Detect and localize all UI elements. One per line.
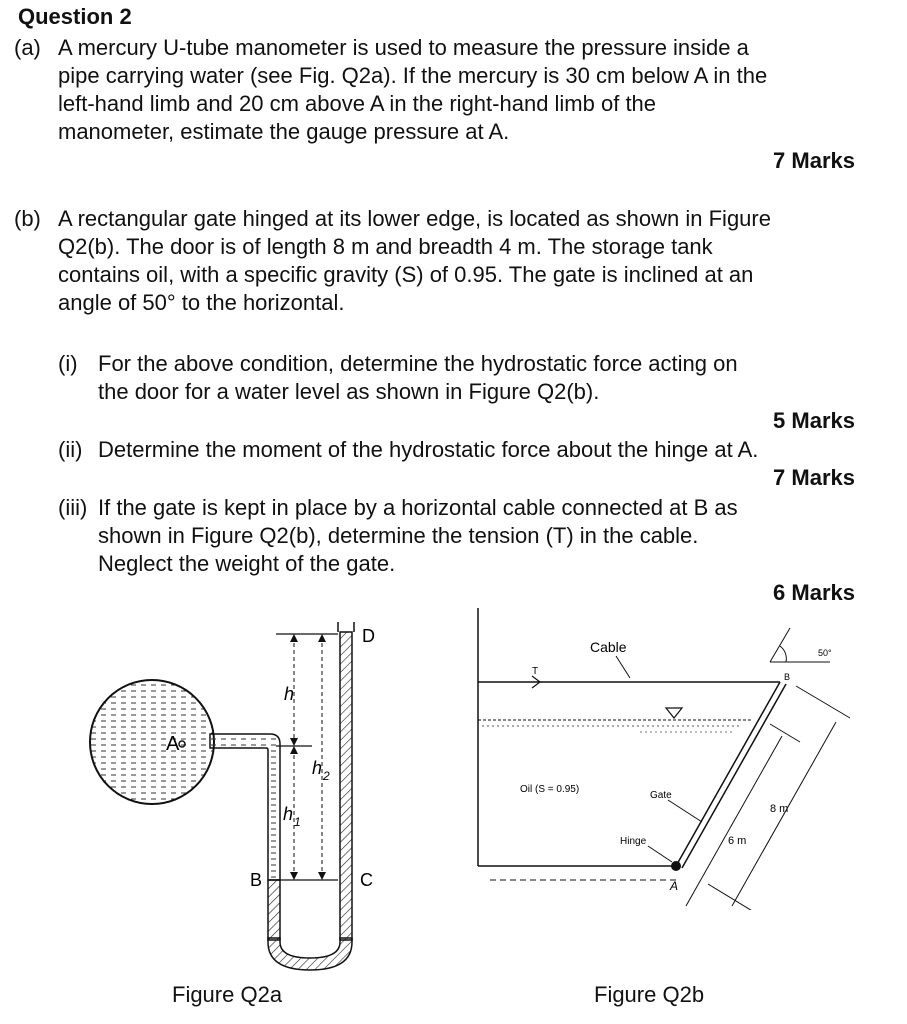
label-angle: 50° — [818, 648, 832, 658]
label-oil: Oil (S = 0.95) — [520, 784, 580, 795]
sub-ii-line-1: Determine the moment of the hydrostatic force about the hinge at A. — [98, 437, 759, 462]
hinge-point — [671, 861, 681, 871]
left-limb-mercury — [268, 880, 280, 940]
sub-i-line-1: For the above condition, determine the hydrostatic force acting on — [98, 351, 738, 376]
part-b-label: (b) — [14, 206, 41, 231]
label-A: A — [670, 879, 679, 893]
sub-iii-label: (iii) — [58, 495, 88, 520]
water-tube — [210, 734, 280, 880]
label-B: B — [784, 672, 791, 682]
label-T: T — [532, 666, 539, 677]
label-h1-sub: 1 — [294, 815, 301, 829]
label-h1: h — [283, 804, 294, 824]
sub-i-label: (i) — [58, 351, 78, 376]
label-8m: 8 m — [770, 803, 789, 815]
sub-ii-label: (ii) — [58, 437, 83, 462]
figure-q2a-caption: Figure Q2a — [172, 982, 283, 1007]
label-h2-sub: 2 — [323, 769, 330, 783]
sub-i-marks: 5 Marks — [773, 408, 855, 433]
label-C: C — [360, 870, 373, 890]
part-b-line-1: A rectangular gate hinged at its lower edge, is located as shown in Figure — [58, 206, 771, 231]
u-bend-mercury — [268, 938, 352, 970]
part-a-label: (a) — [14, 35, 41, 60]
label-B: B — [250, 870, 263, 890]
pipe-circle — [90, 680, 214, 804]
sub-iii-marks: 6 Marks — [773, 580, 855, 605]
label-A: A — [166, 733, 180, 755]
question-title: Question 2 — [18, 4, 132, 29]
part-b-line-4: angle of 50° to the horizontal. — [58, 290, 345, 315]
part-a-line-3: left-hand limb and 20 cm above A in the right-hand limb of the — [58, 91, 657, 116]
figure-q2b-caption: Figure Q2b — [594, 982, 705, 1007]
part-a-line-4: manometer, estimate the gauge pressure at A. — [58, 119, 510, 144]
sub-ii-marks: 7 Marks — [773, 465, 855, 490]
label-6m: 6 m — [728, 835, 747, 847]
figure-q2b-gate — [470, 600, 870, 910]
part-b-line-3: contains oil, with a specific gravity (S) of 0.95. The gate is inclined at an — [58, 262, 754, 287]
part-a-line-1: A mercury U-tube manometer is used to measure the pressure inside a — [58, 35, 749, 60]
label-hinge: Hinge — [620, 836, 647, 847]
label-D: D — [362, 626, 375, 646]
sub-iii-line-2: shown in Figure Q2(b), determine the tension (T) in the cable. — [98, 523, 699, 548]
sub-i-line-2: the door for a water level as shown in Figure Q2(b). — [98, 379, 600, 404]
sub-iii-line-1: If the gate is kept in place by a horizontal cable connected at B as — [98, 495, 738, 520]
label-h2: h — [312, 758, 323, 778]
sub-iii-line-3: Neglect the weight of the gate. — [98, 551, 396, 576]
part-b-line-2: Q2(b). The door is of length 8 m and breadth 4 m. The storage tank — [58, 234, 713, 259]
figure-q2a-manometer — [80, 610, 410, 980]
label-gate: Gate — [650, 790, 672, 801]
part-a-marks: 7 Marks — [773, 148, 855, 173]
label-cable: Cable — [590, 639, 627, 655]
part-a-line-2: pipe carrying water (see Fig. Q2a). If the mercury is 30 cm below A in the — [58, 63, 768, 88]
label-h: h — [284, 684, 295, 704]
right-limb-mercury — [340, 632, 352, 940]
